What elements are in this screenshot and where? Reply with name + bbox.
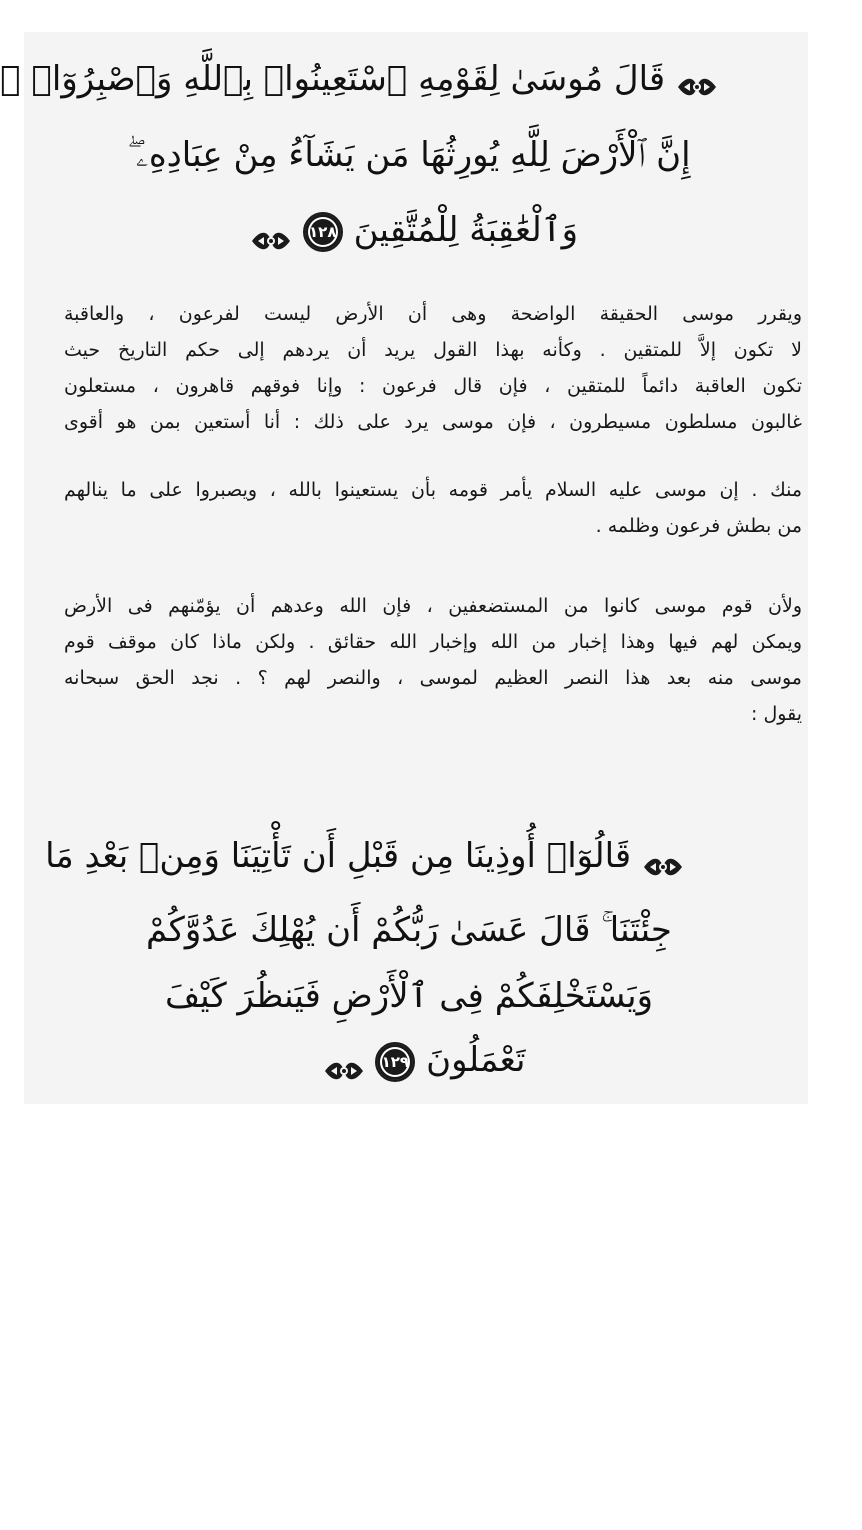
paragraph-line: ويمكن لهم فيها وهذا إخبار من الله وإخبار الله حقائق . ولكن ماذا كان موقف قوم: [64, 631, 802, 653]
ornament-icon: [642, 843, 684, 873]
verse-129-line-2: [134, 902, 684, 958]
commentary-paragraph-3: [64, 588, 802, 732]
verse-129-text-2: جِئْتَنَا ۚ قَالَ عَسَىٰ رَبُّكُمْ أَن يُهْلِكَ عَدُوَّكُمْ: [146, 910, 672, 950]
paragraph-line: يقول :: [751, 703, 802, 725]
ornament-icon: [676, 66, 718, 96]
paragraph-line: منك . إن موسى عليه السلام يأمر قومه بأن يستعينوا بالله ، ويصبروا على ما ينالهم: [64, 479, 802, 501]
verse-129-text-3: وَيَسْتَخْلِفَكُمْ فِى ٱلْأَرْضِ فَيَنظُرَ كَيْفَ: [164, 976, 653, 1016]
commentary-paragraph-1: [64, 296, 802, 440]
verse-number-badge: ١٢٩: [375, 1042, 415, 1082]
verse-128-text-3: وَٱلْعَٰقِبَةُ لِلْمُتَّقِينَ: [353, 210, 579, 250]
verse-129-text-4: تَعْمَلُونَ: [426, 1040, 526, 1080]
verse-128-line-3: [234, 202, 594, 258]
commentary-paragraph-2: [64, 472, 802, 544]
verse-129-text-1: قَالُوٓا۟ أُوذِينَا مِن قَبْلِ أَن تَأْتِيَنَا وَمِنۢ بَعْدِ مَا: [45, 836, 632, 876]
paragraph-line: غالبون مسلطون مسيطرون ، فإن موسى يرد على ذلك : أنا أستعين بمن هو أقوى: [64, 411, 802, 433]
verse-128-line-1: [0, 54, 718, 104]
verse-128-text-1: قَالَ مُوسَىٰ لِقَوْمِهِ ٱسْتَعِينُوا۟ بِٱللَّهِ وَٱصْبِرُوٓا۟ ۖ: [0, 59, 666, 99]
paragraph-line: تكون العاقبة دائماً للمتقين ، فإن قال فرعون : وإنا فوقهم قاهرون ، مستعلون: [64, 375, 802, 397]
verse-129-line-1: [45, 828, 684, 884]
verse-129-line-3: [134, 968, 684, 1024]
verse-129-line-4: [274, 1032, 574, 1088]
verse-128-line-2: [94, 128, 724, 182]
ornament-icon: [323, 1047, 365, 1077]
verse-number-badge: ١٢٨: [303, 212, 343, 252]
book-page: [0, 32, 808, 1104]
paragraph-line: موسى منه بعد هذا النصر العظيم لموسى ، والنصر لهم ؟ . نجد الحق سبحانه: [64, 667, 802, 689]
paragraph-line: لا تكون إلاَّ للمتقين . وكأنه بهذا القول يريد أن يردهم إلى حكم التاريخ حيث: [64, 339, 802, 361]
verse-128-text-2: إِنَّ ٱلْأَرْضَ لِلَّهِ يُورِثُهَا مَن يَشَآءُ مِنْ عِبَادِهِۦ ۖ: [127, 135, 691, 175]
paragraph-line: ولأن قوم موسى كانوا من المستضعفين ، فإن الله وعدهم أن يؤمّنهم فى الأرض: [64, 595, 802, 617]
paragraph-line: ويقرر موسى الحقيقة الواضحة وهى أن الأرض ليست لفرعون ، والعاقبة: [64, 303, 802, 325]
ornament-icon: [250, 217, 292, 247]
paragraph-line: من بطش فرعون وظلمه .: [595, 515, 802, 537]
